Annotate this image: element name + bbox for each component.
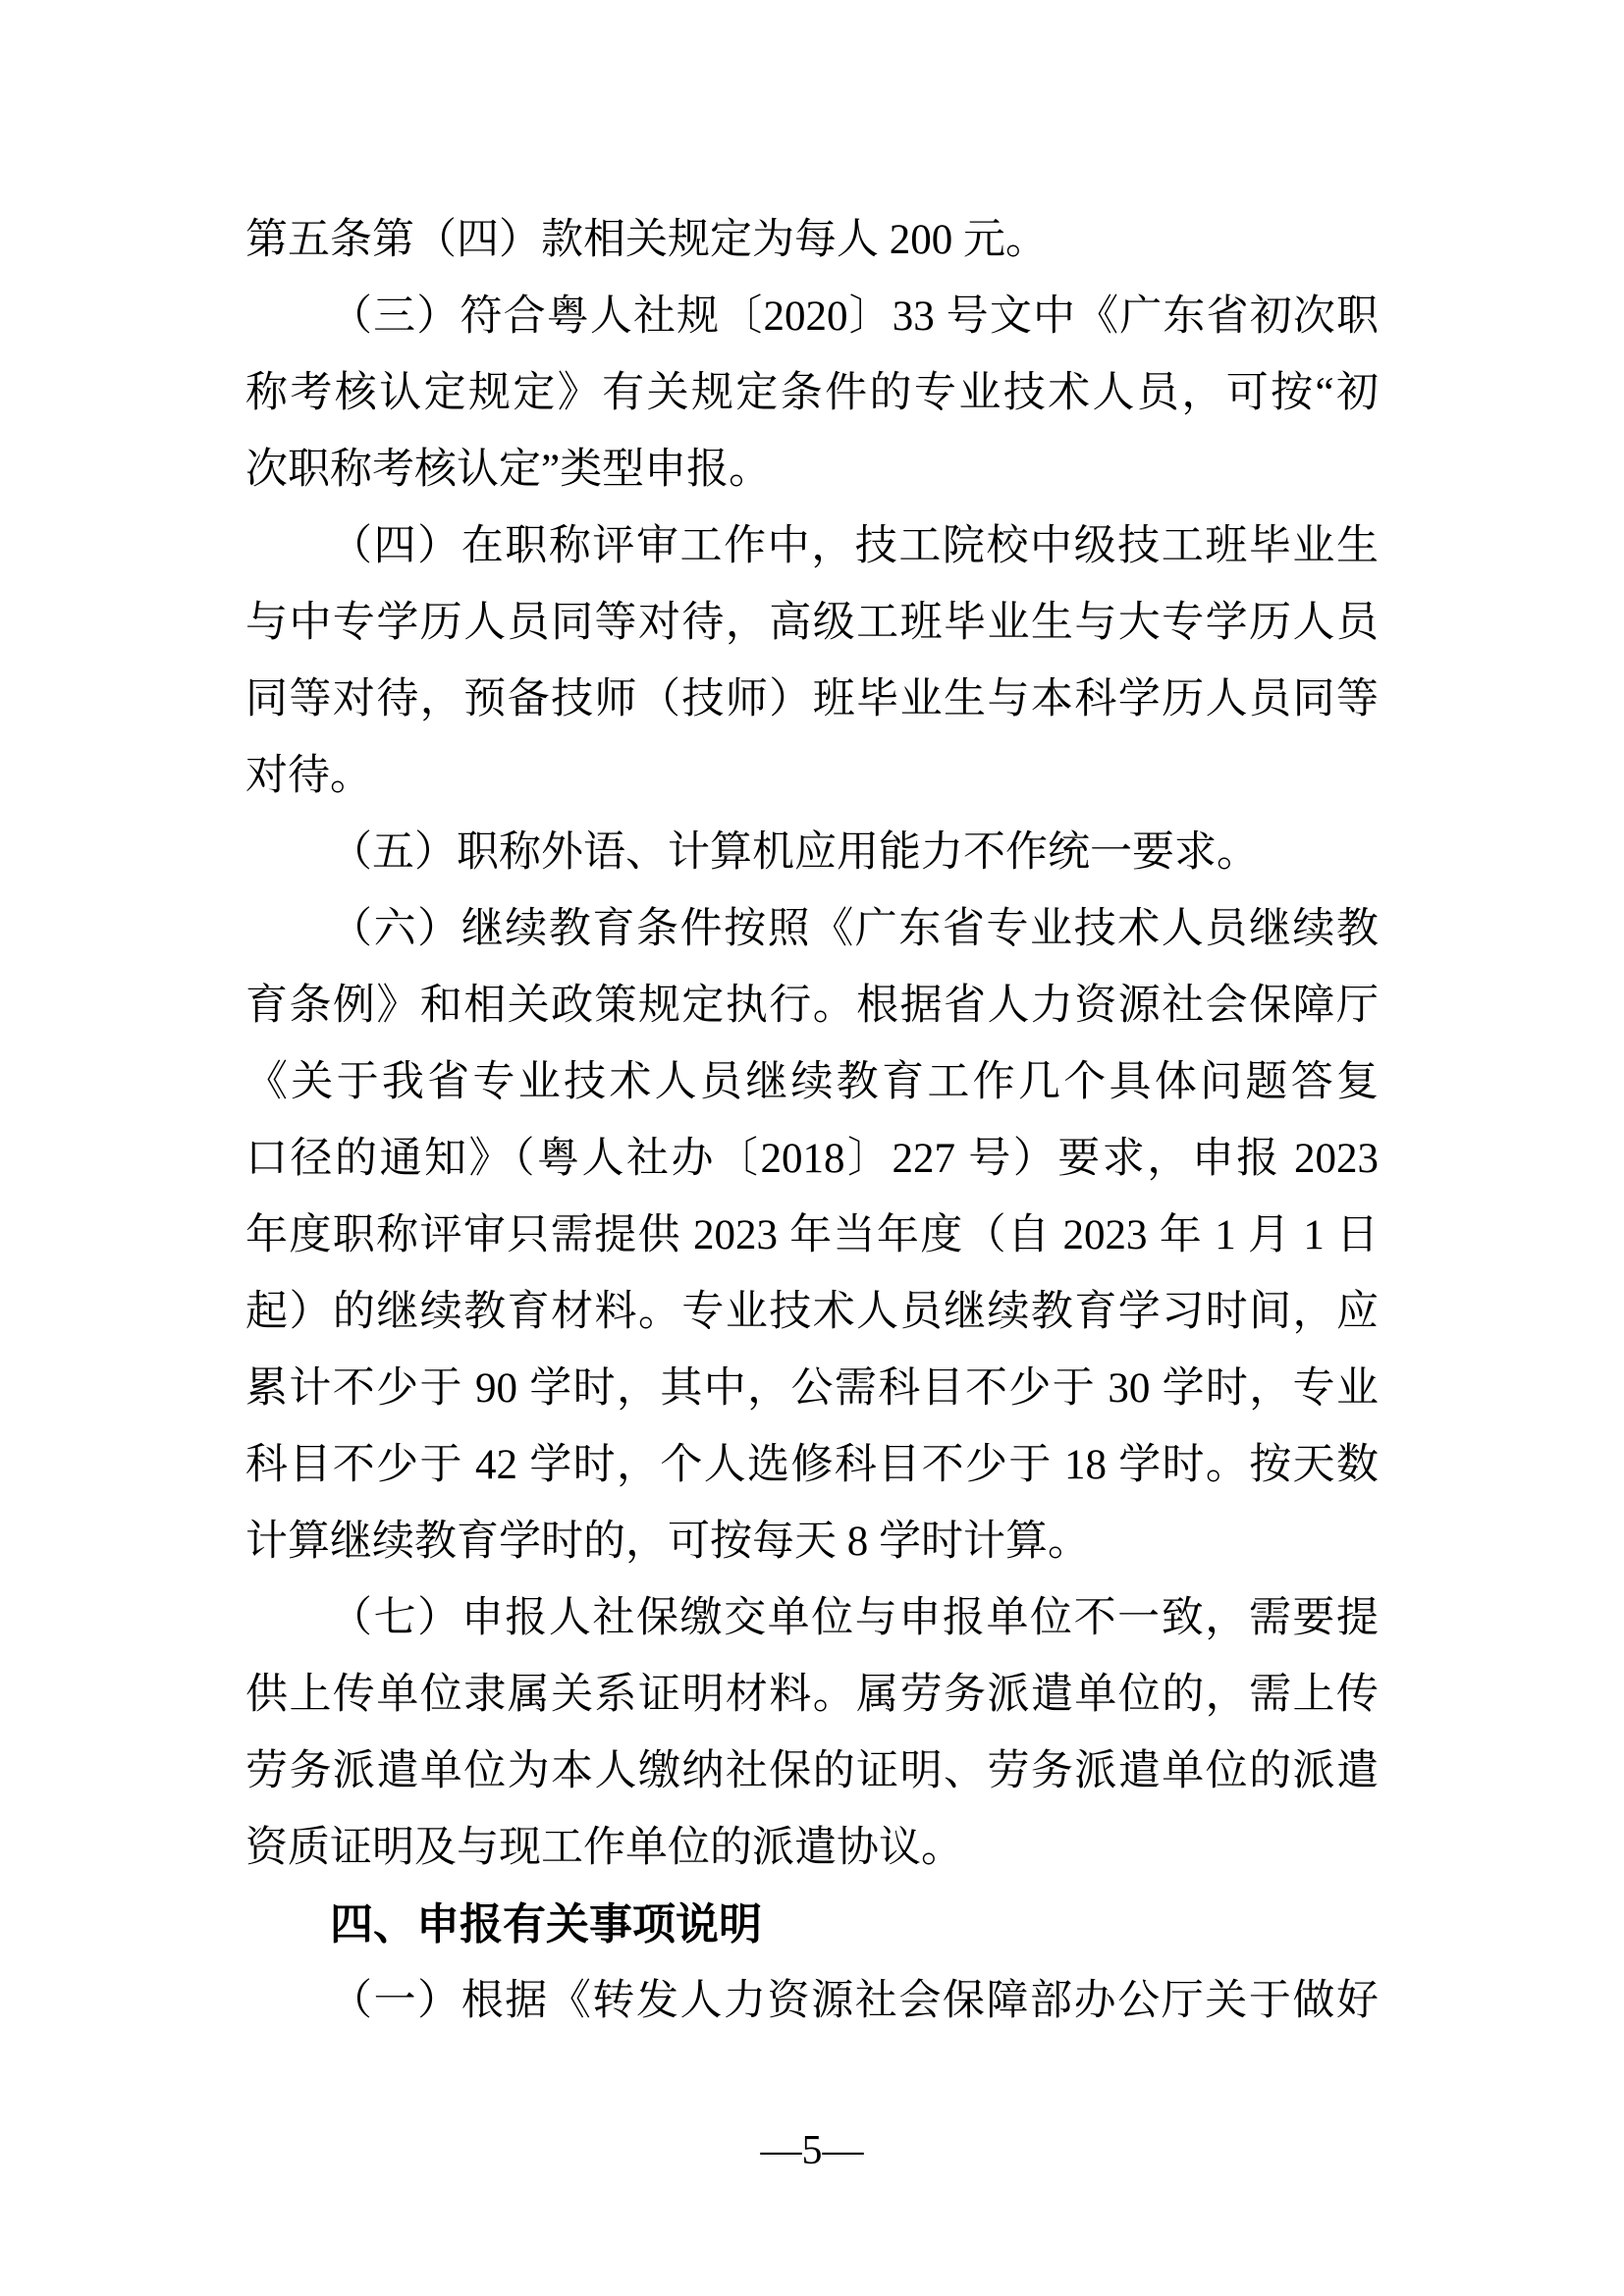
- body-line: （五）职称外语、计算机应用能力不作统一要求。: [330, 829, 1259, 876]
- body-line: 育条例》和相关政策规定执行。根据省人力资源社会保障厅: [245, 983, 1379, 1029]
- body-line: 计算继续教育学时的，可按每天 8 学时计算。: [245, 1519, 1090, 1565]
- body-line: 口径的通知》（粤人社办〔2018〕227 号）要求，申报 2023: [245, 1136, 1379, 1182]
- body-line: 称考核认定规定》有关规定条件的专业技术人员，可按“初: [245, 370, 1379, 416]
- body-line: 供上传单位隶属关系证明材料。属劳务派遣单位的，需上传: [245, 1672, 1379, 1718]
- section-heading: 四、申报有关事项说明: [330, 1900, 762, 1949]
- body-line: 同等对待，预备技师（技师）班毕业生与本科学历人员同等: [245, 676, 1379, 722]
- body-line: （六）继续教育条件按照《广东省专业技术人员继续教: [330, 906, 1379, 952]
- body-line: 次职称考核认定”类型申报。: [245, 447, 772, 493]
- body-line: （七）申报人社保缴交单位与申报单位不一致，需要提: [330, 1595, 1379, 1641]
- body-line: 对待。: [245, 753, 372, 799]
- body-line: 《关于我省专业技术人员继续教育工作几个具体问题答复: [245, 1059, 1379, 1105]
- body-line: 累计不少于 90 学时，其中，公需科目不少于 30 学时，专业: [245, 1365, 1379, 1412]
- body-line: 第五条第（四）款相关规定为每人 200 元。: [245, 217, 1048, 263]
- body-line: 资质证明及与现工作单位的派遣协议。: [245, 1825, 963, 1871]
- body-line: 劳务派遣单位为本人缴纳社保的证明、劳务派遣单位的派遣: [245, 1748, 1379, 1794]
- body-line: （四）在职称评审工作中，技工院校中级技工班毕业生: [330, 523, 1379, 569]
- body-line: 科目不少于 42 学时，个人选修科目不少于 18 学时。按天数: [245, 1442, 1379, 1488]
- body-line: 与中专学历人员同等对待，高级工班毕业生与大专学历人员: [245, 600, 1379, 646]
- page-number: —5—: [760, 2128, 864, 2173]
- body-line: 起）的继续教育材料。专业技术人员继续教育学习时间，应: [245, 1289, 1379, 1335]
- body-line: （一）根据《转发人力资源社会保障部办公厅关于做好: [330, 1978, 1379, 2024]
- body-line: 年度职称评审只需提供 2023 年当年度（自 2023 年 1 月 1 日: [245, 1212, 1379, 1258]
- document-body: [245, 202, 1379, 2040]
- body-line: （三）符合粤人社规〔2020〕33 号文中《广东省初次职: [330, 294, 1379, 340]
